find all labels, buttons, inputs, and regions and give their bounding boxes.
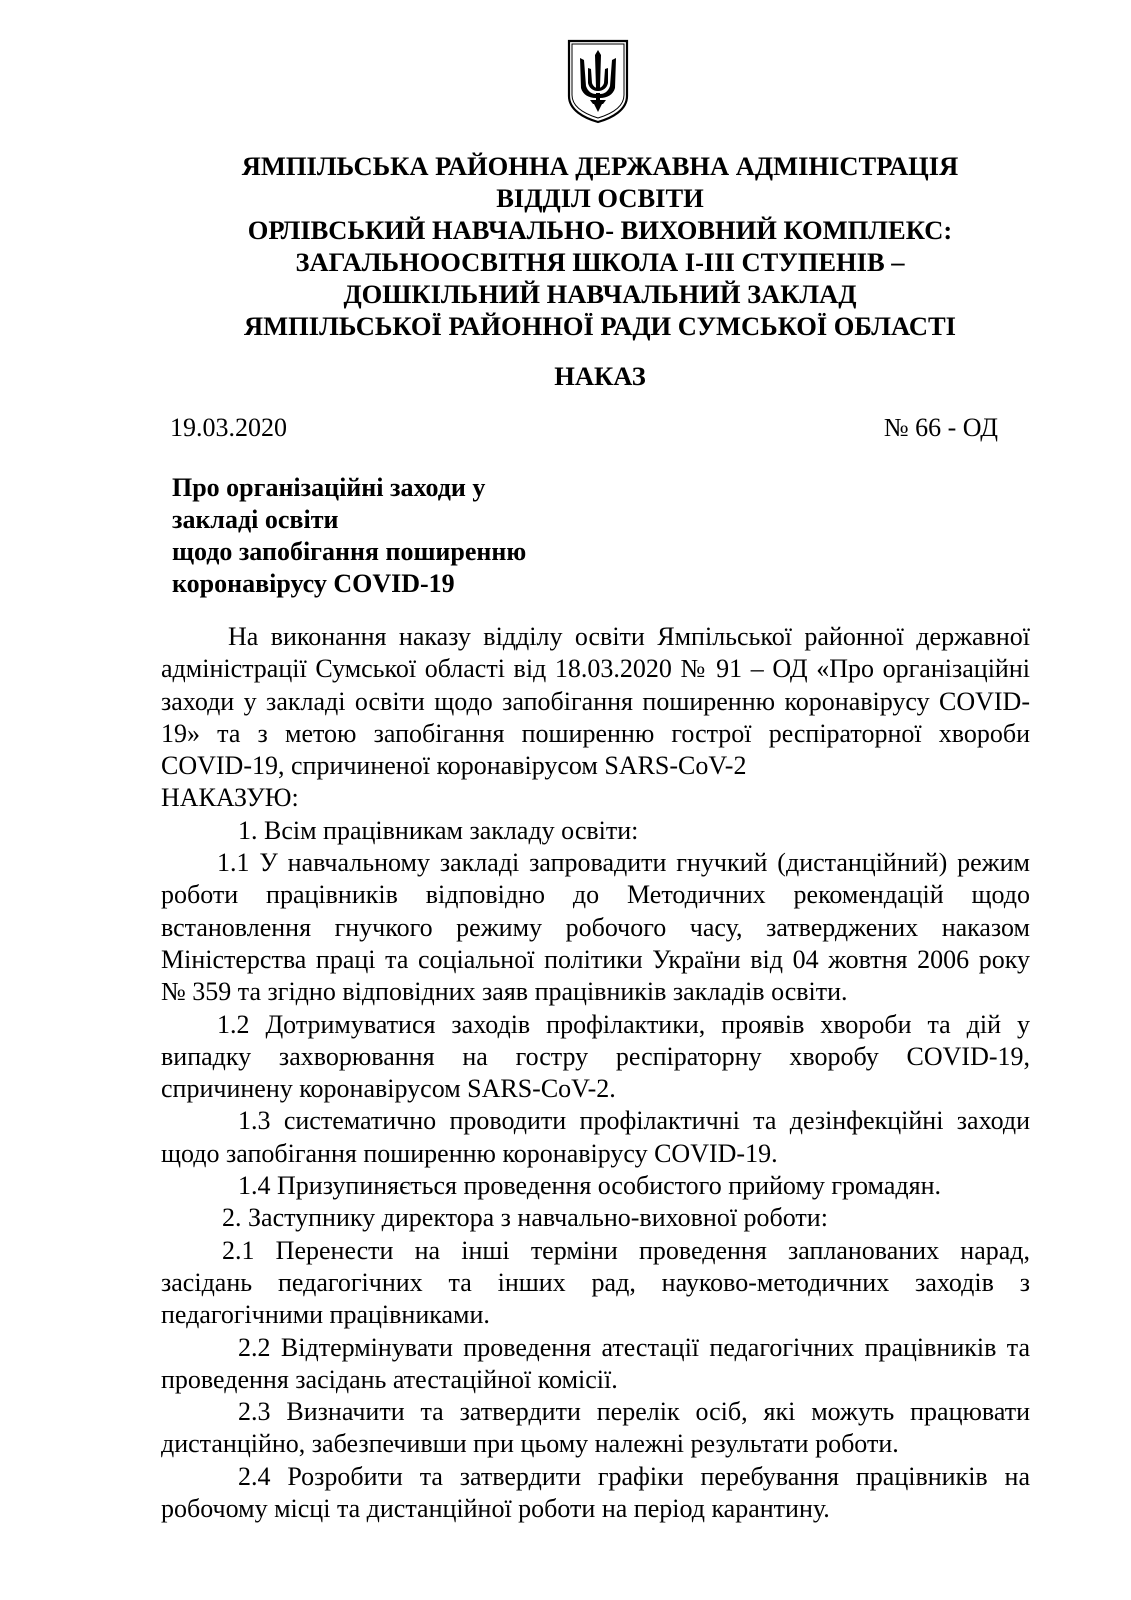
body-line: 19» та з метою запобігання поширенню гострої респіраторної хвороби (161, 718, 1030, 748)
body-line: заходи у закладі освіти щодо запобігання поширенню коронавірусу COVID- (161, 686, 1030, 716)
body-line: COVID-19, спричиненої коронавірусом SARS-CoV-2 (161, 751, 747, 781)
document-body (161, 621, 1030, 1525)
body-line: проведення засідань атестаційної комісії. (161, 1364, 618, 1394)
header-line: ЗАГАЛЬНООСВІТНЯ ШКОЛА І-ІІІ СТУПЕНІВ – (295, 247, 905, 277)
order-date: 19.03.2020 (170, 413, 287, 442)
body-line: 1.1 У навчальному закладі запровадити гнучкий (дистанційний) режим (217, 848, 1030, 878)
order-number: № 66 - ОД (883, 413, 998, 442)
body-line: встановлення гнучкого режиму робочого часу, затверджених наказом (161, 912, 1030, 942)
body-line: педагогічними працівниками. (161, 1300, 490, 1330)
subject-line: коронавірусу COVID-19 (172, 569, 455, 598)
body-line: дистанційно, забезпечивши при цьому належні результати роботи. (161, 1429, 899, 1459)
header-line: ЯМПІЛЬСЬКОЇ РАЙОННОЇ РАДИ СУМСЬКОЇ ОБЛАСТІ (244, 311, 956, 341)
body-line: 2.3 Визначити та затвердити перелік осіб, які можуть працювати (238, 1397, 1030, 1427)
body-line: Міністерства праці та соціальної політики України від 04 жовтня 2006 року (161, 944, 1030, 974)
body-line: 2.2 Відтермінувати проведення атестації педагогічних працівників та (238, 1332, 1030, 1362)
subject-line: закладі освіти (172, 505, 339, 534)
order-subject (172, 472, 526, 600)
body-line: № 359 та згідно відповідних заяв працівників закладів освіти. (161, 977, 848, 1007)
body-line: 1.2 Дотримуватися заходів профілактики, проявів хвороби та дій у (217, 1009, 1030, 1039)
header-line: ЯМПІЛЬСЬКА РАЙОННА ДЕРЖАВНА АДМІНІСТРАЦІЯ (241, 151, 959, 181)
body-line: 2.1 Перенести на інші терміни проведення запланованих нарад, (222, 1235, 1030, 1265)
document-title: НАКАЗ (554, 361, 646, 391)
body-line: щодо запобігання поширенню коронавірусу COVID-19. (161, 1138, 778, 1168)
body-line: 1.4 Призупиняється проведення особистого прийому громадян. (238, 1171, 941, 1201)
subject-line: щодо запобігання поширенню (172, 537, 527, 566)
body-line: 2.4 Розробити та затвердити графіки перебування працівників на (238, 1461, 1030, 1491)
ukraine-trident-coat-of-arms-icon (566, 38, 630, 124)
body-line: випадку захворювання на гостру респіраторну хворобу COVID-19, (161, 1041, 1030, 1071)
header-line: ОРЛІВСЬКИЙ НАВЧАЛЬНО- ВИХОВНИЙ КОМПЛЕКС: (247, 215, 953, 245)
item-heading: 1. Всім працівникам закладу освіти: (238, 815, 639, 845)
body-line: спричинену коронавірусом SARS-CoV-2. (161, 1074, 616, 1104)
item-heading: 2. Заступнику директора з навчально-виховної роботи: (222, 1203, 828, 1233)
body-line: робочому місці та дистанційної роботи на період карантину. (161, 1494, 830, 1524)
header-line: ДОШКІЛЬНИЙ НАВЧАЛЬНИЙ ЗАКЛАД (343, 279, 857, 309)
body-line: роботи працівників відповідно до Методичних рекомендацій щодо (161, 880, 1030, 910)
body-line: На виконання наказу відділу освіти Ямпільської районної державної (228, 622, 1030, 651)
order-word: НАКАЗУЮ: (161, 783, 299, 813)
subject-line: Про організаційні заходи у (172, 473, 486, 502)
body-line: адміністрації Сумської області від 18.03.2020 № 91 – ОД «Про організаційні (161, 654, 1030, 684)
body-line: 1.3 систематично проводити профілактичні та дезінфекційні заходи (238, 1106, 1030, 1136)
header-line: ВІДДІЛ ОСВІТИ (496, 183, 704, 213)
body-line: засідань педагогічних та інших рад, науково-методичних заходів з (161, 1267, 1030, 1297)
institution-header (160, 150, 1040, 342)
